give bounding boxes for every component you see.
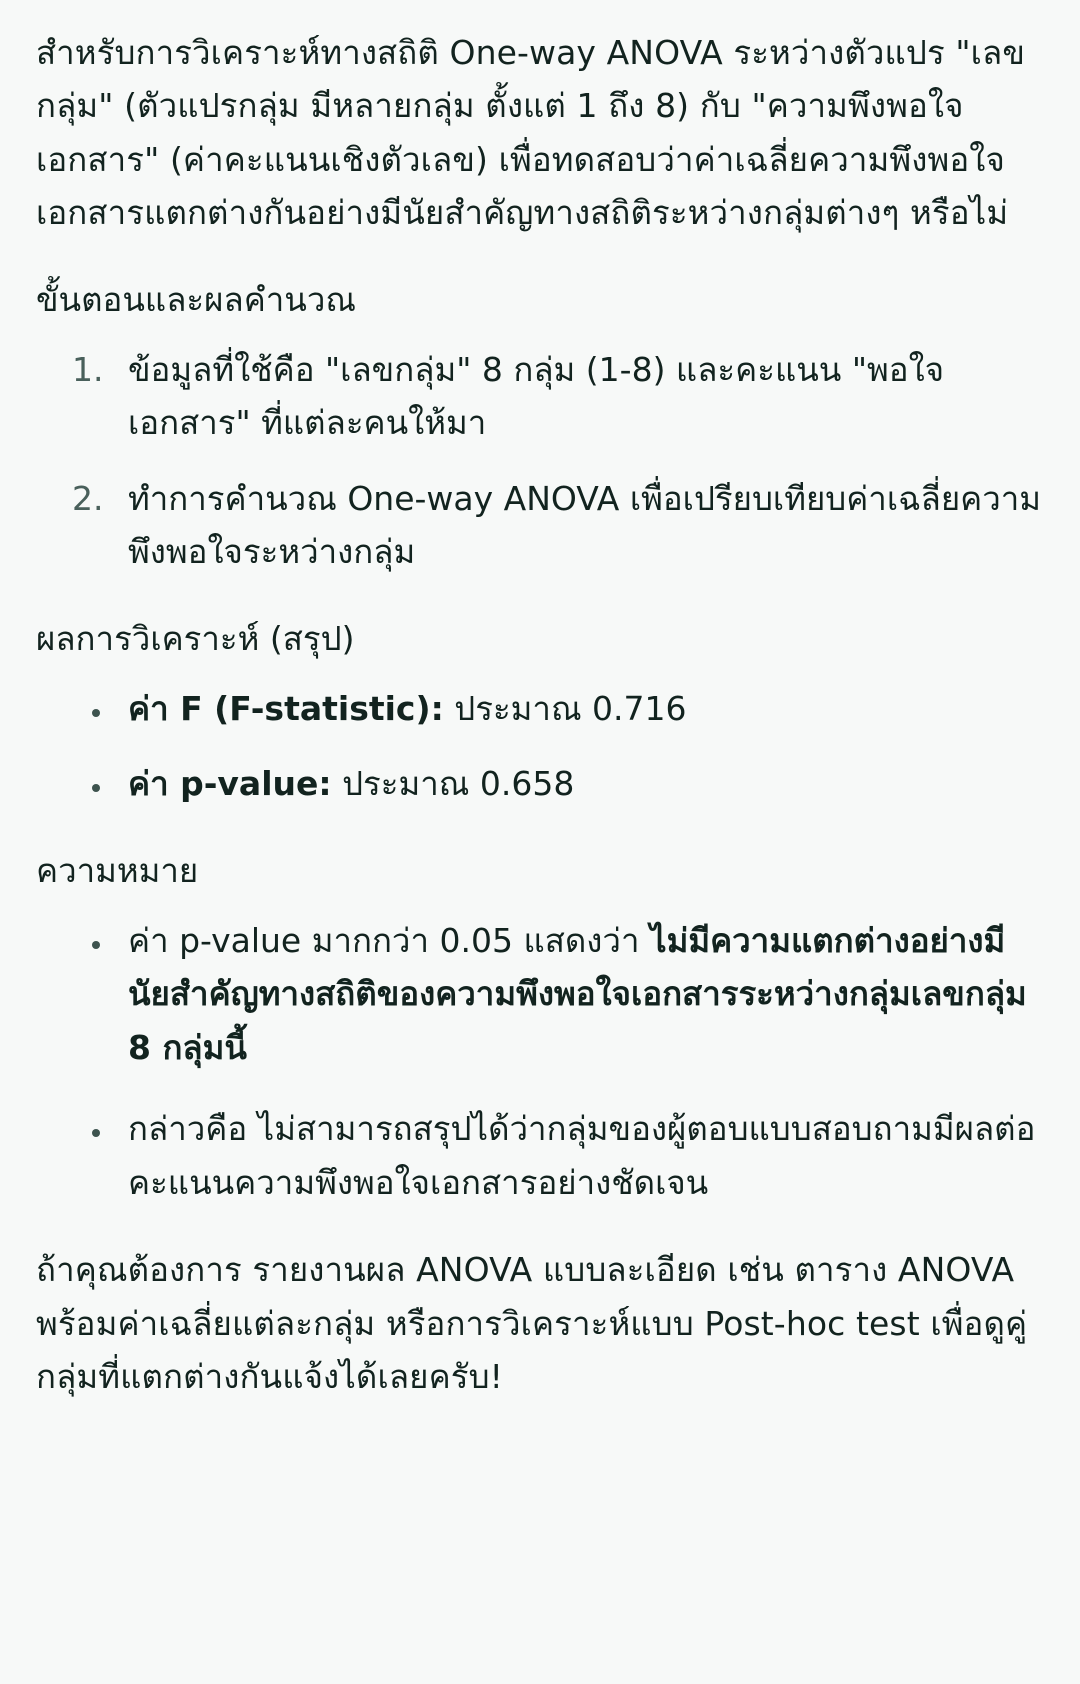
results-list (36, 682, 1044, 811)
list-item (114, 757, 1044, 810)
list-item: 1. ข้อมูลที่ใช้คือ "เลขกลุ่ม" 8 กลุ่ม (1-8) และคะแนน "พอใจเอกสาร" ที่แต่ละคนให้มา (114, 343, 1044, 450)
meaning-lead: กล่าวคือ ไม่สามารถสรุปได้ว่ากลุ่มของผู้ตอบแบบสอบถามมีผลต่อคะแนนความพึงพอใจเอกสารอย่างชัดเจน (128, 1109, 1036, 1202)
result-label: ค่า p-value: (128, 764, 332, 804)
steps-heading: ขั้นตอนและผลคำนวณ (36, 279, 357, 319)
list-item (114, 682, 1044, 735)
intro-paragraph: สำหรับการวิเคราะห์ทางสถิติ One-way ANOVA ระหว่างตัวแปร "เลขกลุ่ม" (ตัวแปรกลุ่ม มีหลายกลุ่ม ตั้งแต่ 1 ถึง 8) กับ "ความพึงพอใจเอกสาร" (ค่าคะแนนเชิงตัวเลข) เพื่อทดสอบว่าค่าเฉลี่ยความพึงพอใจเอกสารแตกต่างกันอย่างมีนัยสำคัญทางสถิติระหว่างกลุ่มต่างๆ หรือไม่ (36, 33, 1026, 233)
closing-paragraph: ถ้าคุณต้องการ รายงานผล ANOVA แบบละเอียด เช่น ตาราง ANOVA พร้อมค่าเฉลี่ยแต่ละกลุ่ม หรือการวิเคราะห์แบบ Post-hoc test เพื่อดูคู่กลุ่มที่แตกต่างกันแจ้งได้เลยครับ! (36, 1250, 1028, 1397)
meaning-heading: ความหมาย (36, 850, 199, 890)
steps-list (36, 343, 1044, 579)
meaning-lead: ค่า p-value มากกว่า 0.05 แสดงว่า (128, 920, 650, 960)
list-item (114, 1102, 1044, 1209)
meaning-list (36, 914, 1044, 1209)
result-value: ประมาณ 0.716 (443, 688, 687, 728)
list-item: 2. ทำการคำนวณ One-way ANOVA เพื่อเปรียบเทียบค่าเฉลี่ยความพึงพอใจระหว่างกลุ่ม (114, 472, 1044, 579)
list-item (114, 914, 1044, 1074)
results-heading: ผลการวิเคราะห์ (สรุป) (36, 618, 355, 658)
meaning-emphasis: ไม่มีความแตกต่างอย่างมีนัยสำคัญทางสถิติของความพึงพอใจเอกสารระหว่างกลุ่มเลขกลุ่ม 8 กลุ่มนี้ (128, 920, 1027, 1067)
result-value: ประมาณ 0.658 (331, 764, 575, 804)
result-label: ค่า F (F-statistic): (128, 688, 444, 728)
